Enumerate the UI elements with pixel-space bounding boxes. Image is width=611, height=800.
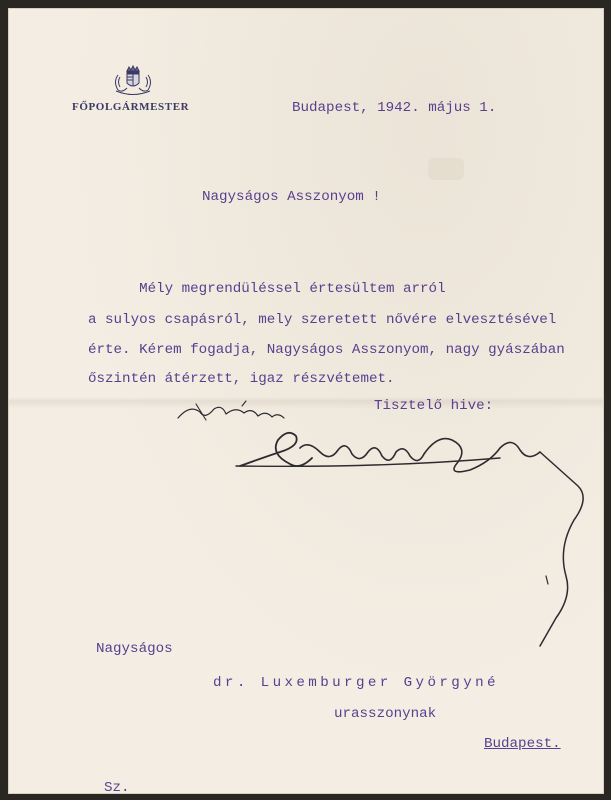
faint-stamp-mark [428, 158, 464, 180]
body-line: Mély megrendüléssel értesültem arról [88, 281, 446, 297]
body-line: érte. Kérem fogadja, Nagyságos Asszonyom, nagy gyászában [88, 342, 565, 358]
office-title: FŐPOLGÁRMESTER [72, 101, 190, 113]
address-city: Budapest. [484, 736, 561, 752]
address-line-3: urasszonynak [334, 706, 437, 722]
body-line: a sulyos csapásról, mely szeretett nővére elvesztésével [88, 312, 557, 328]
reference-mark: Sz. [104, 780, 130, 796]
letter-date: Budapest, 1942. május 1. [292, 100, 497, 116]
body-line: őszintén átérzett, igaz részvétemet. [88, 371, 395, 387]
address-line-1: Nagyságos [96, 641, 173, 657]
address-line-2: dr. Luxemburger Györgyné [213, 675, 499, 691]
salutation: Nagyságos Asszonyom ! [202, 189, 381, 205]
hungarian-coat-of-arms-icon [110, 64, 156, 96]
closing: Tisztelő hive: [374, 398, 494, 414]
